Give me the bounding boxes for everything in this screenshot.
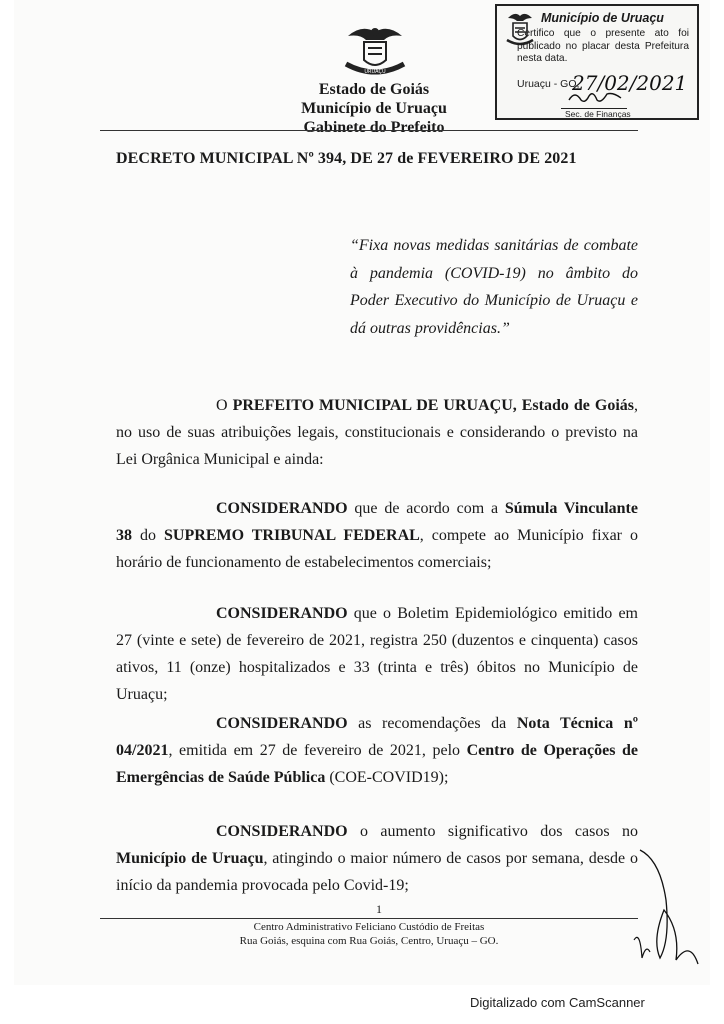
p2-text-b: que de acordo com a	[347, 500, 505, 517]
p4-text-e: Centro de Operações de Emergências de Saúde Pública	[116, 742, 639, 786]
paragraph-considerando-3	[116, 710, 638, 791]
decree-title: DECRETO MUNICIPAL Nº 394, DE 27 de FEVEREIRO DE 2021	[116, 150, 577, 167]
footer-divider	[100, 918, 638, 919]
paragraph-considerando-2	[116, 600, 638, 708]
office-name: Gabinete do Prefeito	[303, 119, 445, 136]
p2-text-c: Súmula Vinculante 38	[116, 500, 638, 544]
p2-considerando: CONSIDERANDO	[216, 500, 348, 517]
municipality-name: Município de Uruaçu	[301, 100, 447, 117]
footer-line-2: Rua Goiás, esquina com Rua Goiás, Centro, Uruaçu – GO.	[239, 935, 499, 947]
p1-text-a: O	[216, 397, 233, 414]
stamp-certification-text: Certifico que o presente ato foi publicado no placar desta Prefeitura nesta data.	[517, 28, 689, 64]
footer-address	[100, 920, 638, 948]
handwritten-signature-icon	[620, 840, 710, 970]
p3-text-b: que o Boletim Epidemiológico emitido em 27 (vinte e sete) de fevereiro de 2021, registra 250 (duzentos e cinquenta) casos ativos, 11 (onze) hospitalizados e 33 (trinta e três) óbitos no Município de Uruaçu;	[116, 605, 638, 703]
seal-text: URUAÇU	[364, 69, 386, 75]
p5-considerando: CONSIDERANDO	[216, 823, 348, 840]
stamp-title: Município de Uruaçu	[541, 11, 664, 25]
stamp-signature-icon	[565, 88, 625, 106]
p5-text-b: o aumento significativo dos casos no	[347, 823, 638, 840]
letterhead	[254, 80, 494, 137]
p3-considerando: CONSIDERANDO	[216, 605, 348, 622]
document-page	[14, 0, 710, 985]
p4-considerando: CONSIDERANDO	[216, 715, 348, 732]
p4-text-d: , emitida em 27 de fevereiro de 2021, pelo	[168, 742, 467, 759]
paragraph-considerando-4	[116, 818, 638, 899]
p1-text-bold: PREFEITO MUNICIPAL DE URUAÇU, Estado de Goiás	[232, 397, 634, 414]
municipal-coat-of-arms-icon	[340, 20, 410, 78]
header-divider	[100, 130, 638, 131]
stamp-date-label: Uruaçu - GO,	[517, 78, 580, 90]
page-number: 1	[376, 902, 382, 916]
publication-stamp	[495, 4, 699, 120]
p4-text-c: Nota Técnica nº 04/2021	[116, 715, 638, 759]
p2-text-d: do	[132, 527, 165, 544]
handwritten-date-text: 27/02/2021	[572, 71, 688, 95]
state-name: Estado de Goiás	[318, 81, 430, 98]
p2-text-e: SUPREMO TRIBUNAL FEDERAL	[164, 527, 420, 544]
p2-text-f: , compete ao Município fixar o horário de funcionamento de estabelecimentos comerciais;	[116, 527, 639, 571]
p4-text-f: (COE-COVID19);	[325, 769, 449, 786]
footer-line-1: Centro Administrativo Feliciano Custódio de Freitas	[253, 921, 485, 933]
p5-text-d: , atingindo o maior número de casos por semana, desde o início da pandemia provocada pelo Covid-19;	[116, 850, 638, 894]
camscanner-watermark: Digitalizado com CamScanner	[470, 995, 645, 1010]
paragraph-preamble	[116, 392, 638, 473]
p4-text-b: as recomendações da	[347, 715, 517, 732]
decree-summary: “Fixa novas medidas sanitárias de combate à pandemia (COVID-19) no âmbito do Poder Executivo do Município de Uruaçu e dá outras providências.”	[350, 237, 638, 337]
p1-text-c: , no uso de suas atribuições legais, constitucionais e considerando o previsto na Lei Orgânica Municipal e ainda:	[116, 397, 638, 468]
paragraph-considerando-1	[116, 495, 638, 576]
stamp-signature-label: Sec. de Finanças	[565, 109, 631, 119]
p5-text-c: Município de Uruaçu	[116, 850, 264, 867]
